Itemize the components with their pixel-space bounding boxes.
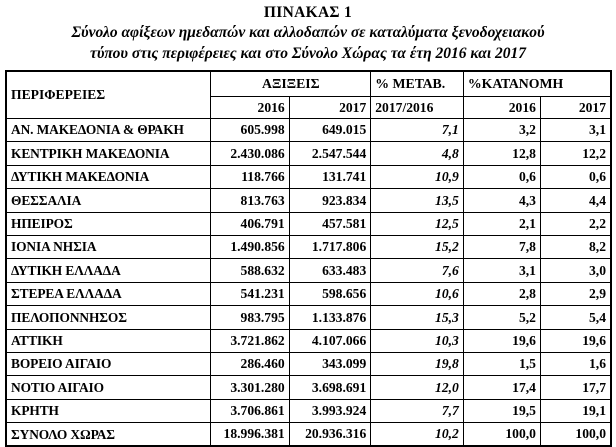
cell-change: 10,9 bbox=[371, 165, 464, 188]
table-row bbox=[6, 306, 611, 329]
cell-arrivals-2017: 1.717.806 bbox=[289, 235, 371, 258]
cell-change: 7,7 bbox=[371, 399, 464, 422]
header-distribution-2017: 2017 bbox=[540, 97, 611, 119]
cell-change: 12,0 bbox=[371, 376, 464, 399]
cell-arrivals-2016: 406.791 bbox=[211, 212, 289, 235]
cell-dist-2016: 7,8 bbox=[463, 235, 540, 258]
cell-arrivals-2017: 649.015 bbox=[289, 119, 371, 142]
cell-region: ΣΥΝΟΛΟ ΧΩΡΑΣ bbox=[6, 423, 211, 447]
table-caption-line-2: τύπου στις περιφέρειες και στο Σύνολο Χώρας τα έτη 2016 και 2017 bbox=[89, 44, 527, 62]
cell-arrivals-2016: 813.763 bbox=[211, 189, 289, 212]
cell-region: ΠΕΛΟΠΟΝΝΗΣΟΣ bbox=[6, 306, 211, 329]
cell-arrivals-2016: 983.795 bbox=[211, 306, 289, 329]
cell-dist-2017: 5,4 bbox=[540, 306, 611, 329]
cell-region: ΔΥΤΙΚΗ ΕΛΛΑΔΑ bbox=[6, 259, 211, 282]
table-row bbox=[6, 165, 611, 188]
table-row bbox=[6, 235, 611, 258]
header-arrivals-2016: 2016 bbox=[211, 97, 289, 119]
table-caption bbox=[0, 22, 616, 64]
table-container bbox=[5, 70, 612, 447]
cell-dist-2016: 4,3 bbox=[463, 189, 540, 212]
cell-dist-2016: 19,5 bbox=[463, 399, 540, 422]
cell-dist-2017: 19,1 bbox=[540, 399, 611, 422]
cell-change: 10,3 bbox=[371, 329, 464, 352]
cell-dist-2017: 2,2 bbox=[540, 212, 611, 235]
cell-region: ΑΝ. ΜΑΚΕΔΟΝΙΑ & ΘΡΑΚΗ bbox=[6, 119, 211, 142]
table-caption-line-1: Σύνολο αφίξεων ημεδαπών και αλλοδαπών σε καταλύματα ξενοδοχειακού bbox=[71, 24, 545, 41]
cell-change: 13,5 bbox=[371, 189, 464, 212]
header-change-years: 2017/2016 bbox=[371, 97, 464, 119]
header-distribution-2016: 2016 bbox=[463, 97, 540, 119]
cell-change: 10,6 bbox=[371, 282, 464, 305]
table-row bbox=[6, 212, 611, 235]
arrivals-table bbox=[5, 70, 612, 447]
table-row bbox=[6, 142, 611, 165]
cell-arrivals-2016: 18.996.381 bbox=[211, 423, 289, 447]
cell-arrivals-2017: 457.581 bbox=[289, 212, 371, 235]
cell-dist-2017: 2,9 bbox=[540, 282, 611, 305]
header-arrivals-2017: 2017 bbox=[289, 97, 371, 119]
cell-change: 7,6 bbox=[371, 259, 464, 282]
cell-arrivals-2016: 3.721.862 bbox=[211, 329, 289, 352]
cell-arrivals-2017: 131.741 bbox=[289, 165, 371, 188]
cell-dist-2017: 19,6 bbox=[540, 329, 611, 352]
cell-dist-2016: 12,8 bbox=[463, 142, 540, 165]
cell-arrivals-2016: 541.231 bbox=[211, 282, 289, 305]
cell-dist-2016: 17,4 bbox=[463, 376, 540, 399]
cell-dist-2016: 2,1 bbox=[463, 212, 540, 235]
header-arrivals-group: ΑΞΙΞΕΙΣ bbox=[211, 71, 371, 97]
table-row bbox=[6, 376, 611, 399]
cell-dist-2016: 100,0 bbox=[463, 423, 540, 447]
cell-region: ΘΕΣΣΑΛΙΑ bbox=[6, 189, 211, 212]
table-row bbox=[6, 399, 611, 422]
cell-dist-2016: 1,5 bbox=[463, 352, 540, 375]
cell-arrivals-2017: 598.656 bbox=[289, 282, 371, 305]
cell-arrivals-2017: 3.993.924 bbox=[289, 399, 371, 422]
cell-region: ΙΟΝΙΑ ΝΗΣΙΑ bbox=[6, 235, 211, 258]
cell-dist-2017: 0,6 bbox=[540, 165, 611, 188]
cell-arrivals-2017: 3.698.691 bbox=[289, 376, 371, 399]
cell-arrivals-2016: 286.460 bbox=[211, 352, 289, 375]
cell-arrivals-2016: 1.490.856 bbox=[211, 235, 289, 258]
cell-region: ΑΤΤΙΚΗ bbox=[6, 329, 211, 352]
table-head bbox=[6, 71, 611, 119]
cell-change: 15,3 bbox=[371, 306, 464, 329]
cell-dist-2016: 3,1 bbox=[463, 259, 540, 282]
header-distribution-group: %ΚΑΤΑΝΟΜΗ bbox=[463, 71, 611, 97]
cell-arrivals-2016: 2.430.086 bbox=[211, 142, 289, 165]
cell-arrivals-2017: 20.936.316 bbox=[289, 423, 371, 447]
table-row bbox=[6, 189, 611, 212]
table-body bbox=[6, 119, 611, 447]
cell-region: ΚΡΗΤΗ bbox=[6, 399, 211, 422]
cell-dist-2016: 3,2 bbox=[463, 119, 540, 142]
cell-arrivals-2016: 605.998 bbox=[211, 119, 289, 142]
cell-arrivals-2017: 4.107.066 bbox=[289, 329, 371, 352]
cell-change: 7,1 bbox=[371, 119, 464, 142]
header-region: ΠΕΡΙΦΕΡΕΙΕΣ bbox=[6, 71, 211, 119]
cell-region: ΚΕΝΤΡΙΚΗ ΜΑΚΕΔΟΝΙΑ bbox=[6, 142, 211, 165]
cell-arrivals-2016: 3.301.280 bbox=[211, 376, 289, 399]
cell-change: 10,2 bbox=[371, 423, 464, 447]
cell-dist-2017: 3,0 bbox=[540, 259, 611, 282]
cell-arrivals-2017: 633.483 bbox=[289, 259, 371, 282]
cell-arrivals-2016: 118.766 bbox=[211, 165, 289, 188]
cell-arrivals-2017: 1.133.876 bbox=[289, 306, 371, 329]
cell-dist-2017: 17,7 bbox=[540, 376, 611, 399]
cell-dist-2017: 8,2 bbox=[540, 235, 611, 258]
cell-dist-2016: 19,6 bbox=[463, 329, 540, 352]
cell-arrivals-2017: 2.547.544 bbox=[289, 142, 371, 165]
table-header-row-groups bbox=[6, 71, 611, 97]
table-row bbox=[6, 259, 611, 282]
title-block bbox=[0, 0, 616, 64]
cell-change: 19,8 bbox=[371, 352, 464, 375]
header-change-group: % ΜΕΤΑΒ. bbox=[371, 71, 464, 97]
table-row bbox=[6, 352, 611, 375]
cell-change: 12,5 bbox=[371, 212, 464, 235]
cell-region: ΗΠΕΙΡΟΣ bbox=[6, 212, 211, 235]
cell-dist-2017: 1,6 bbox=[540, 352, 611, 375]
cell-change: 15,2 bbox=[371, 235, 464, 258]
table-row bbox=[6, 423, 611, 447]
cell-dist-2017: 4,4 bbox=[540, 189, 611, 212]
cell-arrivals-2016: 588.632 bbox=[211, 259, 289, 282]
table-row bbox=[6, 282, 611, 305]
cell-dist-2017: 100,0 bbox=[540, 423, 611, 447]
cell-change: 4,8 bbox=[371, 142, 464, 165]
cell-arrivals-2017: 343.099 bbox=[289, 352, 371, 375]
cell-dist-2017: 12,2 bbox=[540, 142, 611, 165]
cell-arrivals-2017: 923.834 bbox=[289, 189, 371, 212]
cell-region: ΔΥΤΙΚΗ ΜΑΚΕΔΟΝΙΑ bbox=[6, 165, 211, 188]
cell-dist-2016: 0,6 bbox=[463, 165, 540, 188]
cell-arrivals-2016: 3.706.861 bbox=[211, 399, 289, 422]
cell-region: ΝΟΤΙΟ ΑΙΓΑΙΟ bbox=[6, 376, 211, 399]
cell-dist-2017: 3,1 bbox=[540, 119, 611, 142]
table-number-heading: ΠΙΝΑΚΑΣ 1 bbox=[263, 4, 353, 21]
cell-region: ΣΤΕΡΕΑ ΕΛΛΑΔΑ bbox=[6, 282, 211, 305]
cell-region: ΒΟΡΕΙΟ ΑΙΓΑΙΟ bbox=[6, 352, 211, 375]
table-row bbox=[6, 119, 611, 142]
table-row bbox=[6, 329, 611, 352]
cell-dist-2016: 2,8 bbox=[463, 282, 540, 305]
cell-dist-2016: 5,2 bbox=[463, 306, 540, 329]
